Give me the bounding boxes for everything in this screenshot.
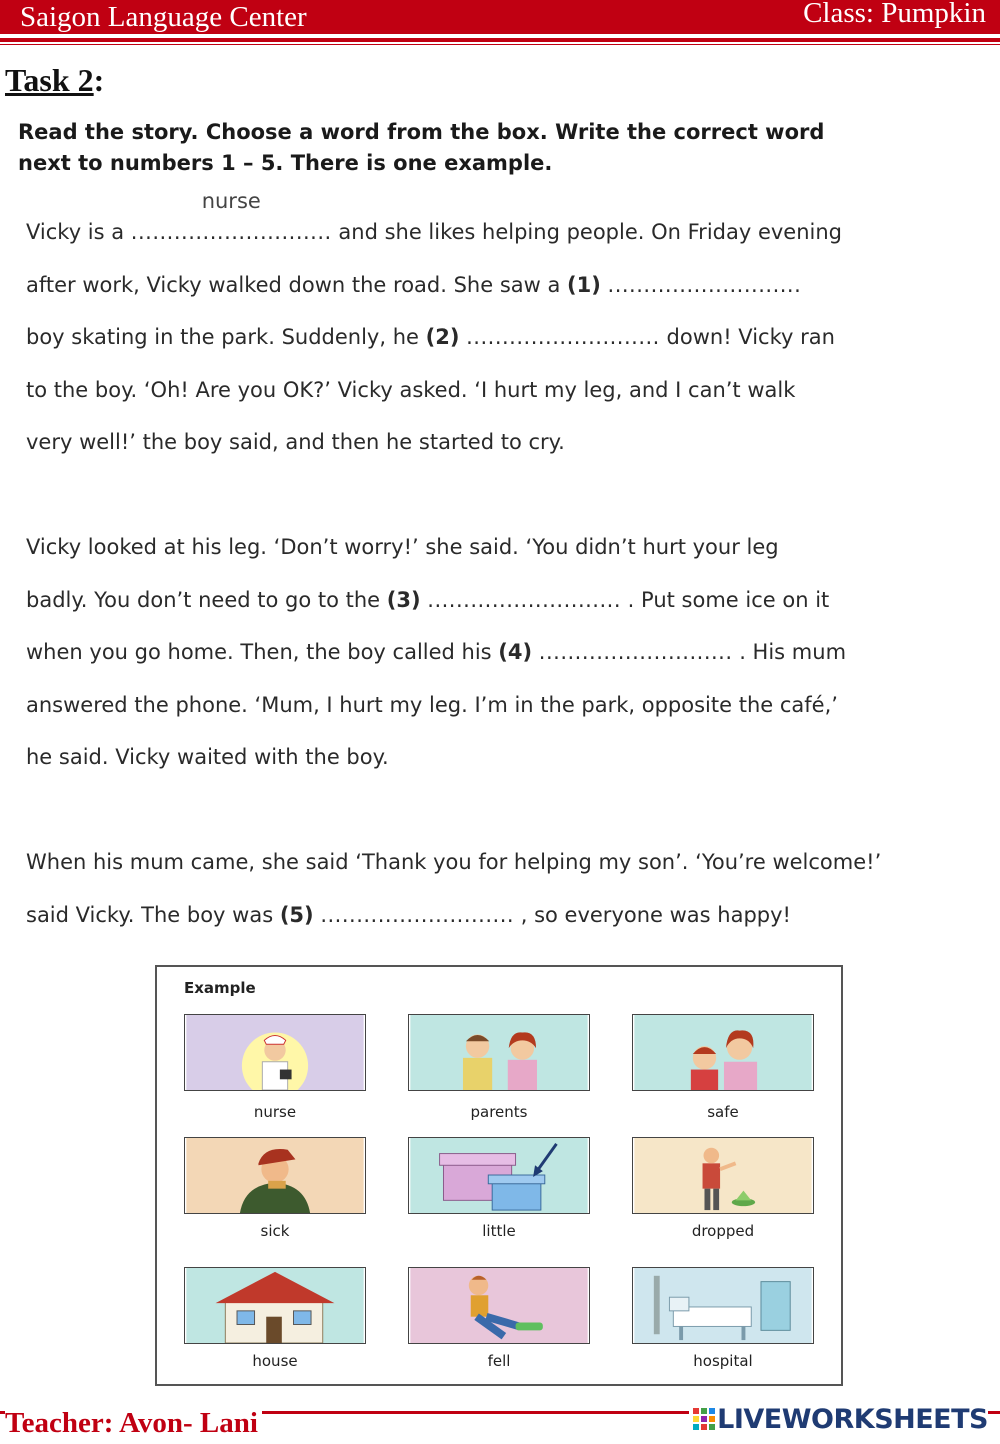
word-hospital: hospital — [693, 1352, 753, 1370]
story-line: Vicky looked at his leg. ‘Don’t worry!’ she said. ‘You didn’t hurt your leg — [26, 535, 779, 559]
blank-dots-1: ........................... — [607, 272, 802, 297]
instructions — [18, 117, 978, 179]
parents-illustration — [409, 1015, 589, 1090]
instructions-line-2: next to numbers 1 – 5. There is one example. — [18, 151, 553, 175]
story-paragraph-2 — [26, 521, 996, 784]
sick-illustration — [185, 1138, 365, 1213]
answer-input-5[interactable] — [306, 906, 514, 936]
story-line: boy skating in the park. Suddenly, he (2) ........................... down! Vicky ran — [26, 311, 996, 364]
blank-number-4: (4) — [498, 640, 533, 665]
blank-dots-3: ........................... — [427, 587, 621, 612]
header-divider — [0, 38, 1000, 42]
blank-number-2: (2) — [425, 325, 460, 350]
answer-input-1[interactable] — [593, 276, 801, 306]
liveworksheets-brand — [689, 1404, 988, 1435]
nurse-illustration — [185, 1015, 365, 1090]
story-line: when you go home. Then, the boy called his (4) ........................... . His mum — [26, 626, 996, 679]
story-line: to the boy. ‘Oh! Are you OK?’ Vicky asked. ‘I hurt my leg, and I can’t walk — [26, 377, 796, 402]
story-line: answered the phone. ‘Mum, I hurt my leg. I’m in the park, opposite the café,’ — [26, 692, 838, 717]
word-box-label: Example — [184, 979, 256, 997]
answer-input-4[interactable] — [525, 643, 733, 673]
word-nurse: nurse — [253, 1103, 297, 1121]
story-paragraph-1 — [26, 189, 996, 469]
answer-input-2[interactable] — [452, 328, 660, 358]
fell-picture — [408, 1267, 590, 1344]
safe-illustration — [633, 1015, 813, 1090]
word-safe: safe — [707, 1103, 739, 1121]
parents-picture — [408, 1014, 590, 1091]
blank-number-3: (3) — [386, 587, 421, 612]
blank-number-1: (1) — [567, 272, 601, 297]
teacher-name: Teacher: Avon- Lani — [5, 1407, 262, 1440]
example-blank: ............................ nurse — [130, 189, 332, 244]
story-line: Vicky is a ............................ nurse and she likes helping people. On Friday evening — [26, 206, 996, 259]
blank-dots-4: ........................... — [538, 640, 733, 665]
school-name: Saigon Language Center — [20, 1, 307, 33]
house-picture — [184, 1267, 366, 1344]
story-paragraph-3 — [26, 836, 996, 941]
example-answer: nurse — [201, 189, 261, 213]
class-name: Class: Pumpkin — [803, 0, 986, 29]
story-line: very well!’ the boy said, and then he started to cry. — [26, 430, 565, 455]
blank-dots-5: ........................... — [320, 902, 515, 927]
word-dropped: dropped — [691, 1222, 755, 1240]
little-illustration — [409, 1138, 589, 1213]
answer-input-3[interactable] — [413, 591, 621, 621]
blank-number-5: (5) — [279, 902, 314, 927]
story-line: said Vicky. The boy was (5) ........................... , so everyone was happy! — [26, 889, 996, 942]
header-divider-thin — [0, 44, 1000, 45]
story-line: badly. You don’t need to go to the (3) ........................... . Put some ice on it — [26, 574, 996, 627]
word-little: little — [482, 1222, 516, 1240]
blank-dots-2: ........................... — [466, 325, 660, 350]
nurse-picture — [184, 1014, 366, 1091]
header-bar — [0, 0, 1000, 34]
word-box — [155, 965, 843, 1386]
liveworksheets-logo-icon — [693, 1408, 715, 1430]
hospital-illustration — [633, 1268, 813, 1343]
word-house: house — [252, 1352, 298, 1370]
dropped-illustration — [633, 1138, 813, 1213]
story-line: When his mum came, she said ‘Thank you for helping my son’. ‘You’re welcome!’ — [26, 850, 882, 874]
task-title: Task 2: — [5, 62, 105, 98]
house-illustration — [185, 1268, 365, 1343]
brand-text: LIVEWORKSHEETS — [717, 1404, 988, 1435]
sick-picture — [184, 1137, 366, 1214]
instructions-line-1: Read the story. Choose a word from the box. Write the correct word — [18, 120, 825, 144]
word-sick: sick — [260, 1222, 290, 1240]
little-picture — [408, 1137, 590, 1214]
fell-illustration — [409, 1268, 589, 1343]
safe-picture — [632, 1014, 814, 1091]
dropped-picture — [632, 1137, 814, 1214]
hospital-picture — [632, 1267, 814, 1344]
story-line: he said. Vicky waited with the boy. — [26, 745, 389, 770]
story-line: after work, Vicky walked down the road. She saw a (1) ........................... — [26, 259, 996, 312]
word-fell: fell — [487, 1352, 511, 1370]
word-parents: parents — [470, 1103, 528, 1121]
